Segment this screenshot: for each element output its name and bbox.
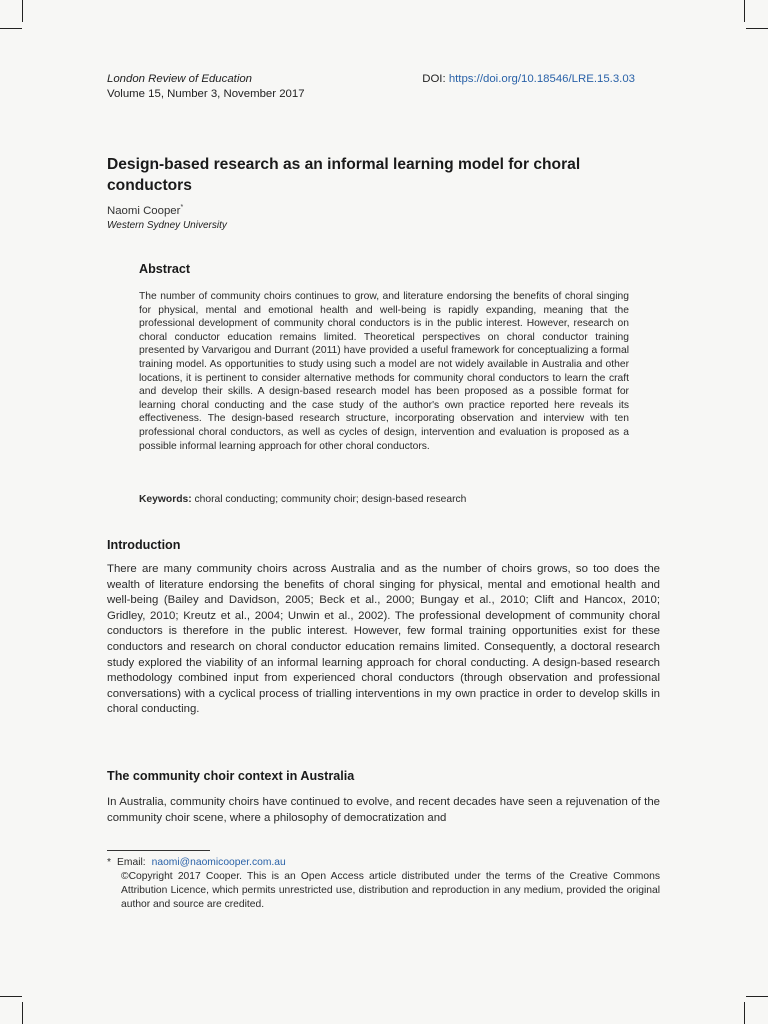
author-name: Naomi Cooper [107,204,181,217]
section-heading: The community choir context in Australia [107,769,355,783]
crop-mark-bottom-right-h [746,996,768,997]
journal-name: London Review of Education [107,73,253,85]
crop-mark-top-right-v [744,0,745,22]
footnote-mark: * [107,857,112,868]
introduction-text: There are many community choirs across Australia and as the number of choirs grows, so too does the wealth of literature endorsing the benefits of choral singing for physical, mental and emotional health and well-being (Bailey and Davidson, 2005; Beck et al., 2000; Bungay et al., 2010; Clift and Hancox, 2010; Gridley, 2010; Kreutz et al., 2004; Unwin et al., 2002). The professional development of community choral conductors is therefore in the public interest. However, few formal training opportunities exist for these conductors and research on choral conductor education remains limited. Consequently, a doctoral research study explored the viability of an informal learning approach for choral conducting. A design-based research methodology combined input from experienced choral conductors (through observation and professional conversations) with a cyclical process of trialling interventions in my own practice in order to develop skills in choral conducting. [107,563,660,716]
footnote-email-row [107,856,660,870]
crop-mark-bottom-right-v [744,1002,745,1024]
abstract-text: The number of community choirs continues to grow, and literature endorsing the benefits of choral singing for physical, mental and emotional health and well-being is rapidly expanding, meaning that the professional development of community choral conductors is in the public interest. However, research on choral conductor education remains limited. Theoretical perspectives on choral conductor training presented by Varvarigou and Durrant (2011) have provided a useful framework for conceptualizing a formal training model. As opportunities to study using such a model are not widely available in Australia and other locations, it is pertinent to consider alternative methods for community choral conductors to learn the craft and develop their skills. A design-based research model has been proposed as a possible format for learning choral conducting and the case study of the author's own practice reported here reveals its effectiveness. The design-based research structure, incorporating observation and interview with ten professional choral conductors, as well as cycles of design, intervention and evaluation is proposed as a possible informal learning approach for other choral conductors. [139,291,629,452]
keywords-list: choral conducting; community choir; design-based research [194,494,467,505]
article-title: Design-based research as an informal learning model for choral conductors [107,156,581,194]
doi-label: DOI: [422,73,449,85]
footnote-divider [107,850,210,851]
author-affiliation: Western Sydney University [107,220,227,231]
abstract-heading: Abstract [139,262,191,276]
copyright-notice: ©Copyright 2017 Cooper. This is an Open Access article distributed under the terms of the Creative Commons Attribution Licence, which permits unrestricted use, distribution and reproduction in any medium, provided the original author and source are credited. [121,871,660,910]
footnote [107,856,660,912]
author [107,204,183,217]
doi [422,72,635,87]
email-label: Email: [117,857,146,868]
keywords-label: Keywords: [139,494,192,505]
crop-mark-top-left-v [22,0,23,22]
crop-mark-bottom-left-v [22,1002,23,1024]
journal-volume: Volume 15, Number 3, November 2017 [107,88,305,100]
doi-link[interactable]: https://doi.org/10.18546/LRE.15.3.03 [448,73,635,85]
introduction-heading: Introduction [107,538,181,552]
journal-header [107,72,635,102]
keywords [139,494,629,505]
crop-mark-top-right-h [746,28,768,29]
author-footnote-mark: * [180,204,184,211]
crop-mark-top-left-h [0,28,22,29]
crop-mark-bottom-left-h [0,996,22,997]
section-text: In Australia, community choirs have continued to evolve, and recent decades have seen a rejuvenation of the community choir scene, where a philosophy of democratization and [107,796,660,824]
email-link[interactable]: naomi@naomicooper.com.au [151,857,286,868]
